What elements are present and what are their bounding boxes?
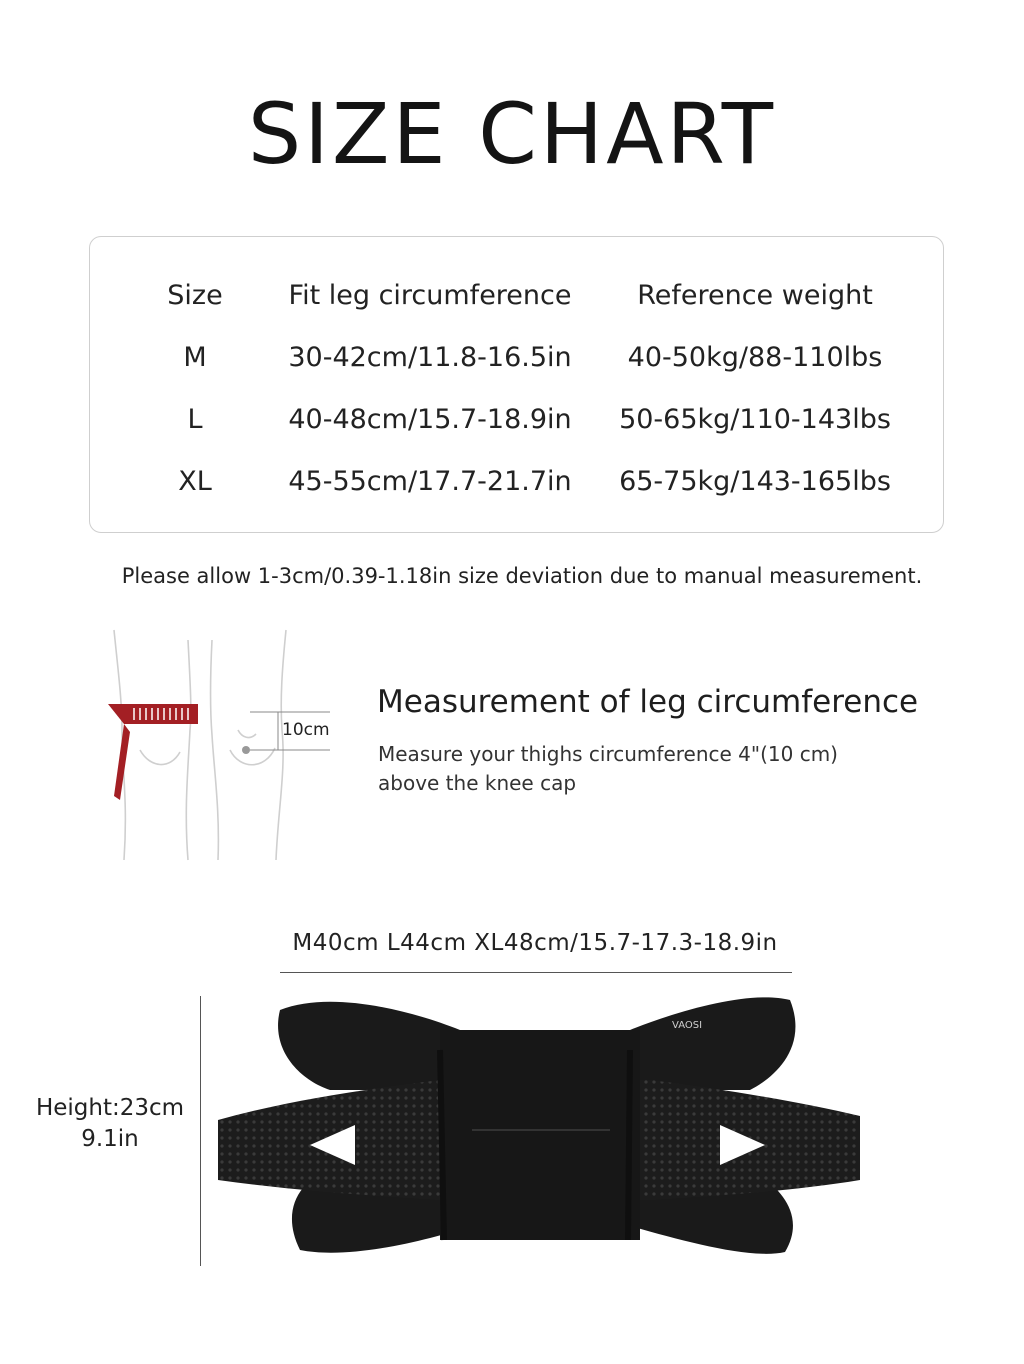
size-table (89, 236, 944, 533)
page-title: SIZE CHART (247, 85, 777, 183)
height-in: 9.1in (81, 1126, 139, 1152)
row-m-size: M (183, 342, 207, 373)
height-cm: Height:23cm (35, 1095, 185, 1121)
header-leg-circumference: Fit leg circumference (288, 280, 572, 311)
row-l-circumference: 40-48cm/15.7-18.9in (288, 404, 572, 435)
measuring-tape (108, 704, 198, 800)
ten-cm-label: 10cm (282, 720, 330, 740)
row-xl-circumference: 45-55cm/17.7-21.7in (288, 466, 572, 497)
header-reference-weight: Reference weight (637, 280, 873, 311)
width-dimension-line (280, 972, 792, 973)
knee-brace-image (210, 990, 870, 1260)
height-dimensions-label (20, 1093, 200, 1155)
row-xl-weight: 65-75kg/143-165lbs (619, 466, 891, 497)
leg-illustration (100, 620, 340, 870)
brand-logo: VAOSI (672, 1020, 703, 1031)
measurement-description: Measure your thighs circumference 4"(10 cm) above the knee cap (378, 742, 838, 795)
width-dimensions-label: M40cm L44cm XL48cm/15.7-17.3-18.9in (292, 930, 778, 956)
row-l-size: L (187, 404, 203, 435)
row-l-weight: 50-65kg/110-143lbs (619, 404, 891, 435)
row-m-circumference: 30-42cm/11.8-16.5in (288, 342, 572, 373)
measurement-title: Measurement of leg circumference (377, 684, 919, 720)
header-size: Size (167, 280, 223, 311)
deviation-note: Please allow 1-3cm/0.39-1.18in size deviation due to manual measurement. (121, 564, 923, 588)
row-m-weight: 40-50kg/88-110lbs (627, 342, 883, 373)
row-xl-size: XL (178, 466, 212, 497)
height-dimension-line (200, 996, 201, 1266)
